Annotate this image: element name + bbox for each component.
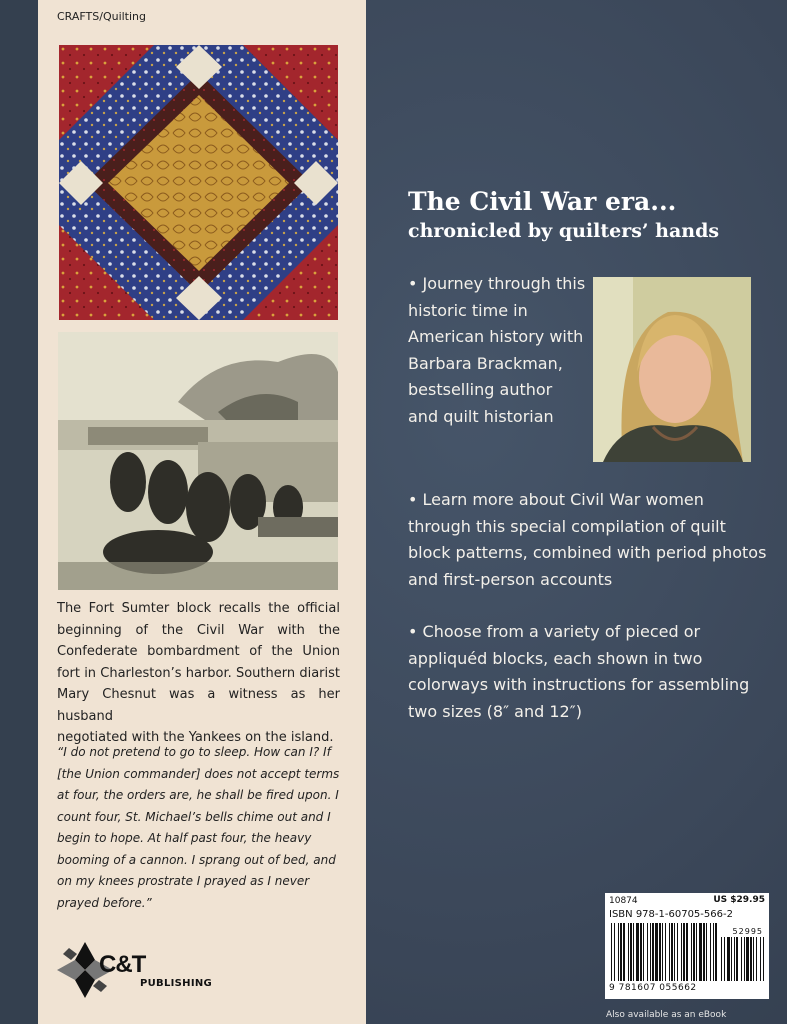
description-line: fort in Charleston’s harbor. Southern diarist — [57, 665, 340, 681]
publisher-logo-mark: C&T — [99, 951, 146, 978]
description-line: Mary Chesnut was a witness as her husband — [57, 687, 340, 724]
description-line: beginning of the Civil War with the — [57, 622, 340, 638]
headline-line-1: The Civil War era... — [408, 187, 677, 216]
ebook-note: Also available as an eBook — [606, 1010, 727, 1020]
publisher-logo-text: PUBLISHING — [140, 978, 213, 989]
headline-line-2: chronicled by quilters’ hands — [408, 220, 720, 242]
isbn: ISBN 978-1-60705-566-2 — [609, 909, 733, 920]
headline — [408, 187, 719, 242]
price: US $29.95 — [713, 895, 765, 905]
fort-sumter-description — [57, 598, 340, 749]
barcode-addon-digits: 52995 — [732, 927, 763, 936]
author-photo — [593, 277, 751, 462]
bullet-learn-more: • Learn more about Civil War women through this special compilation of quilt block patterns, combined with period photos and first-person accounts — [408, 490, 767, 589]
barcode-digits: 9 781607 055662 — [609, 983, 697, 993]
description-line: negotiated with the Yankees on the island. — [57, 730, 334, 745]
category-label: CRAFTS/Quilting — [57, 10, 147, 23]
barcode-box — [605, 893, 769, 999]
chesnut-quote: “I do not pretend to go to sleep. How can I? If [the Union commander] does not accept terms at four, the orders are, he shall be fired upon. I count four, St. Michael’s bells chime out and I begin to hope. At half past four, the heavy booming of a cannon. I sprang out of bed, and on my knees prostrate I prayed as I never prayed before.” — [57, 745, 340, 910]
spine-edge — [0, 0, 38, 1024]
description-line: Confederate bombardment of the Union — [57, 644, 340, 659]
description-line: The Fort Sumter block recalls the official — [57, 601, 340, 616]
publisher-logo — [55, 940, 255, 1000]
bullet-journey: • Journey through this historic time in American history with Barbara Brackman, bestselling author and quilt historian — [408, 274, 586, 426]
item-number: 10874 — [609, 896, 638, 906]
bullet-choose-blocks: • Choose from a variety of pieced or appliquéd blocks, each shown in two colorways with instructions for assembling two sizes (8″ and 12″) — [408, 622, 750, 721]
quilt-block-image — [59, 45, 338, 320]
fort-sumter-engraving — [58, 332, 338, 590]
